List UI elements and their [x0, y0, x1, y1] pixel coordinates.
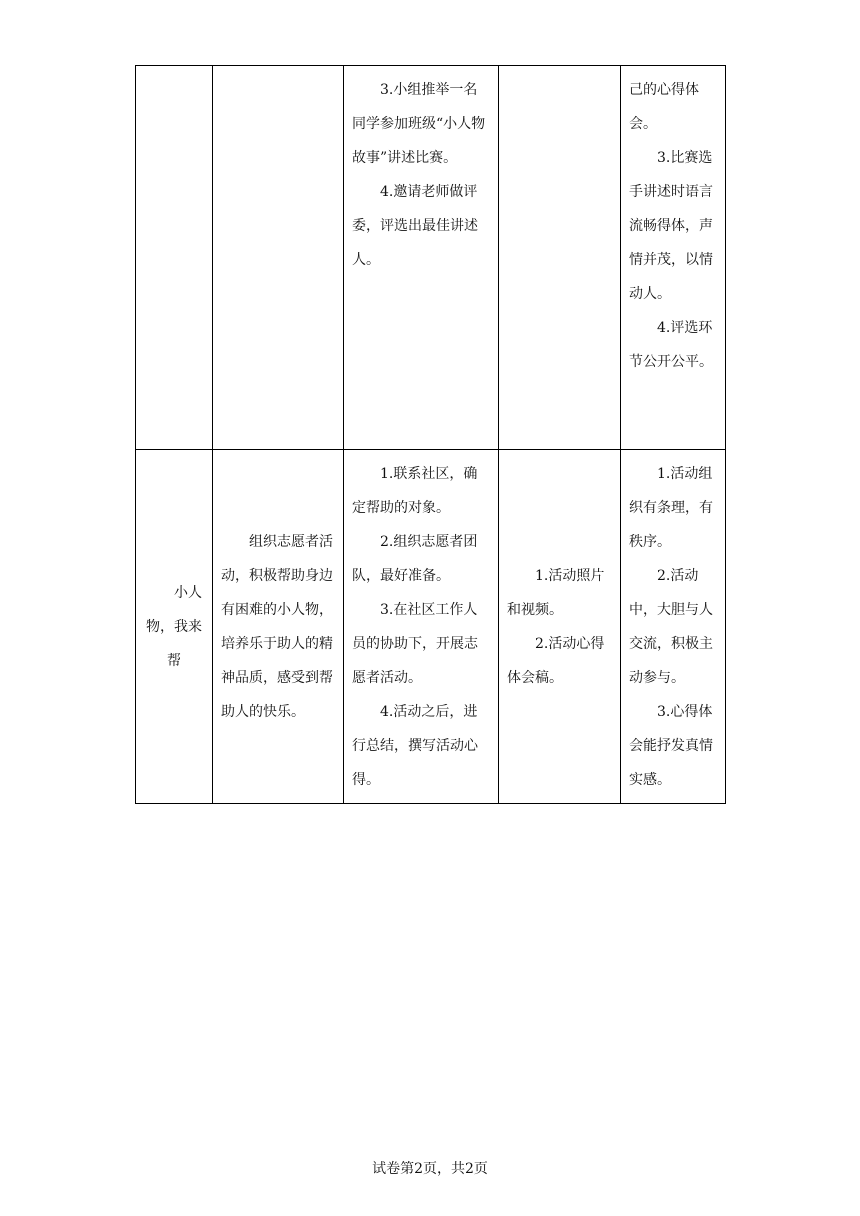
evaluation-item: 3.比赛选手讲述时语言流畅得体，声情并茂，以情动人。: [629, 150, 713, 302]
activity-outcome-cell: [499, 450, 621, 804]
table-row: [136, 66, 726, 450]
activity-name-cell: [136, 66, 213, 450]
activity-goal-cell: [213, 450, 344, 804]
activity-goal: 组织志愿者活动，积极帮助身边有困难的小人物，培养乐于助人的精神品质，感受到帮助人的快乐。: [221, 534, 333, 720]
page-footer: 试卷第2页，共2页: [372, 1161, 488, 1177]
activity-step: 4.活动之后，进行总结，撰写活动心得。: [352, 704, 478, 788]
evaluation-item: 2.活动中，大胆与人交流，积极主动参与。: [629, 568, 713, 686]
activity-steps-cell: [344, 66, 499, 450]
activity-evaluation-cell: [621, 66, 726, 450]
activity-outcome-cell: [499, 66, 621, 450]
activity-goal-cell: [213, 66, 344, 450]
activity-steps-cell: [344, 450, 499, 804]
activity-outcome: 1.活动照片和视频。: [507, 568, 605, 618]
activity-step: 1.联系社区，确定帮助的对象。: [352, 466, 478, 516]
activity-step: 3.在社区工作人员的协助下，开展志愿者活动。: [352, 602, 478, 686]
activity-plan-table: [135, 65, 726, 804]
activity-step: 4.邀请老师做评委，评选出最佳讲述人。: [352, 184, 478, 268]
evaluation-item: 4.评选环节公开公平。: [629, 320, 713, 370]
evaluation-item: 3.心得体会能抒发真情实感。: [629, 704, 713, 788]
activity-step: 2.组织志愿者团队，最好准备。: [352, 534, 478, 584]
activity-evaluation-cell: [621, 450, 726, 804]
activity-name: 小人物，我来帮: [146, 585, 202, 669]
evaluation-continued: 己的心得体会。: [629, 82, 699, 132]
table-row: [136, 450, 726, 804]
activity-outcome: 2.活动心得体会稿。: [507, 636, 605, 686]
activity-name-cell: [136, 450, 213, 804]
evaluation-item: 1.活动组织有条理，有秩序。: [629, 466, 713, 550]
activity-step: 3.小组推举一名同学参加班级“小人物故事”讲述比赛。: [352, 82, 486, 166]
